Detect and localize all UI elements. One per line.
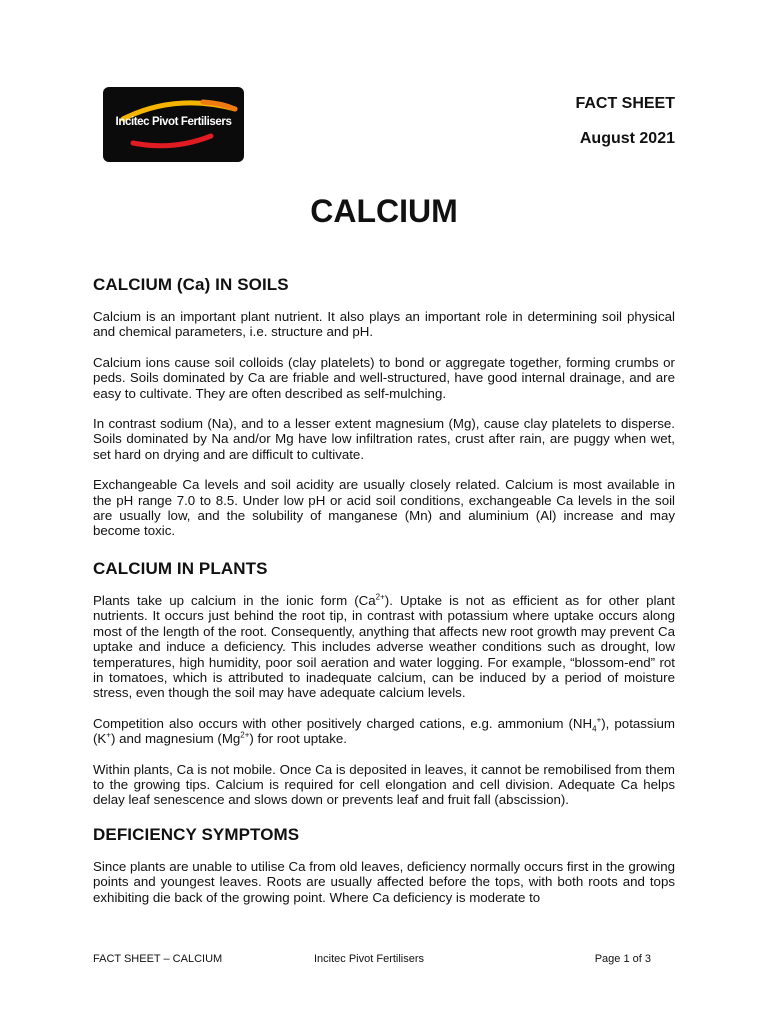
footer-page-number: Page 1 of 3 — [594, 953, 651, 965]
section-heading-soils: CALCIUM (Ca) IN SOILS — [93, 275, 289, 294]
page-title: CALCIUM — [310, 193, 458, 229]
company-logo — [103, 87, 244, 162]
section-heading-deficiency: DEFICIENCY SYMPTOMS — [93, 824, 300, 844]
document-body — [93, 274, 675, 920]
logo-wordmark: Incitec Pivot Fertilisers — [115, 116, 232, 128]
paragraph: Calcium ions cause soil colloids (clay platelets) to bond or aggregate together, forming crumbs or peds. Soils dominated by Ca are friable and well-structured, have good internal drainage, and are easy to cultivate. They are often described as self-mulching. — [93, 354, 675, 401]
paragraph: In contrast sodium (Na), and to a lesser extent magnesium (Mg), cause clay platelets to disperse. Soils dominated by Na and/or Mg have low infiltration rates, crust after rain, are puggy when wet, set hard on drying and are difficult to cultivate. — [93, 416, 675, 462]
footer-company: Incitec Pivot Fertilisers — [314, 953, 425, 965]
doc-type-label: FACT SHEET — [575, 95, 675, 112]
footer-doc-title: FACT SHEET – CALCIUM — [93, 953, 223, 965]
paragraph: Within plants, Ca is not mobile. Once Ca is deposited in leaves, it cannot be remobilised from them to the growing tips. Calcium is required for cell elongation and cell division. Adequate Ca helps delay leaf senescence and slows down or prevents leaf and fruit fall (abscission). — [93, 761, 675, 808]
doc-date: August 2021 — [579, 130, 675, 147]
section-heading-plants: CALCIUM IN PLANTS — [93, 558, 268, 578]
paragraph: Since plants are unable to utilise Ca from old leaves, deficiency normally occurs first in the growing points and youngest leaves. Roots are usually affected before the tops, with both roots and tops exhibiting die back of the growing point. Where Ca deficiency is moderate to — [93, 858, 675, 905]
paragraph: Competition also occurs with other positively charged cations, e.g. ammonium $(NH_4^+)$, potassium (K+) and magnesium $(Mg^{2+})$ for root uptake. — [93, 715, 676, 747]
paragraph: Plants take up calcium in the ionic form $(Ca^{2+})$. Uptake is not as efficient as for other plant nutrients. It occurs just behind the root tip, in contrast with potassium where uptake occurs along most of the length of the root. Consequently, anything that affects new root growth may prevent Ca uptake and induce a deficiency. This includes adverse weather conditions such as drought, low temperatures, high humidity, poor soil aeration and water logging. For example, “blossom-end” rot in tomatoes, which is attributed to inadequate calcium, can be induced by a period of moisture stress, even though the soil may have adequate calcium levels. — [93, 592, 675, 701]
paragraph: Exchangeable Ca levels and soil acidity are usually closely related. Calcium is most available in the pH range 7.0 to 8.5. Under low pH or acid soil conditions, exchangeable Ca levels in the soil are usually low, and the solubility of manganese (Mn) and aluminium (Al) increase and may become toxic. — [93, 477, 675, 539]
paragraph: Calcium is an important plant nutrient. It also plays an important role in determining soil physical and chemical parameters, i.e. structure and pH. — [93, 309, 675, 340]
